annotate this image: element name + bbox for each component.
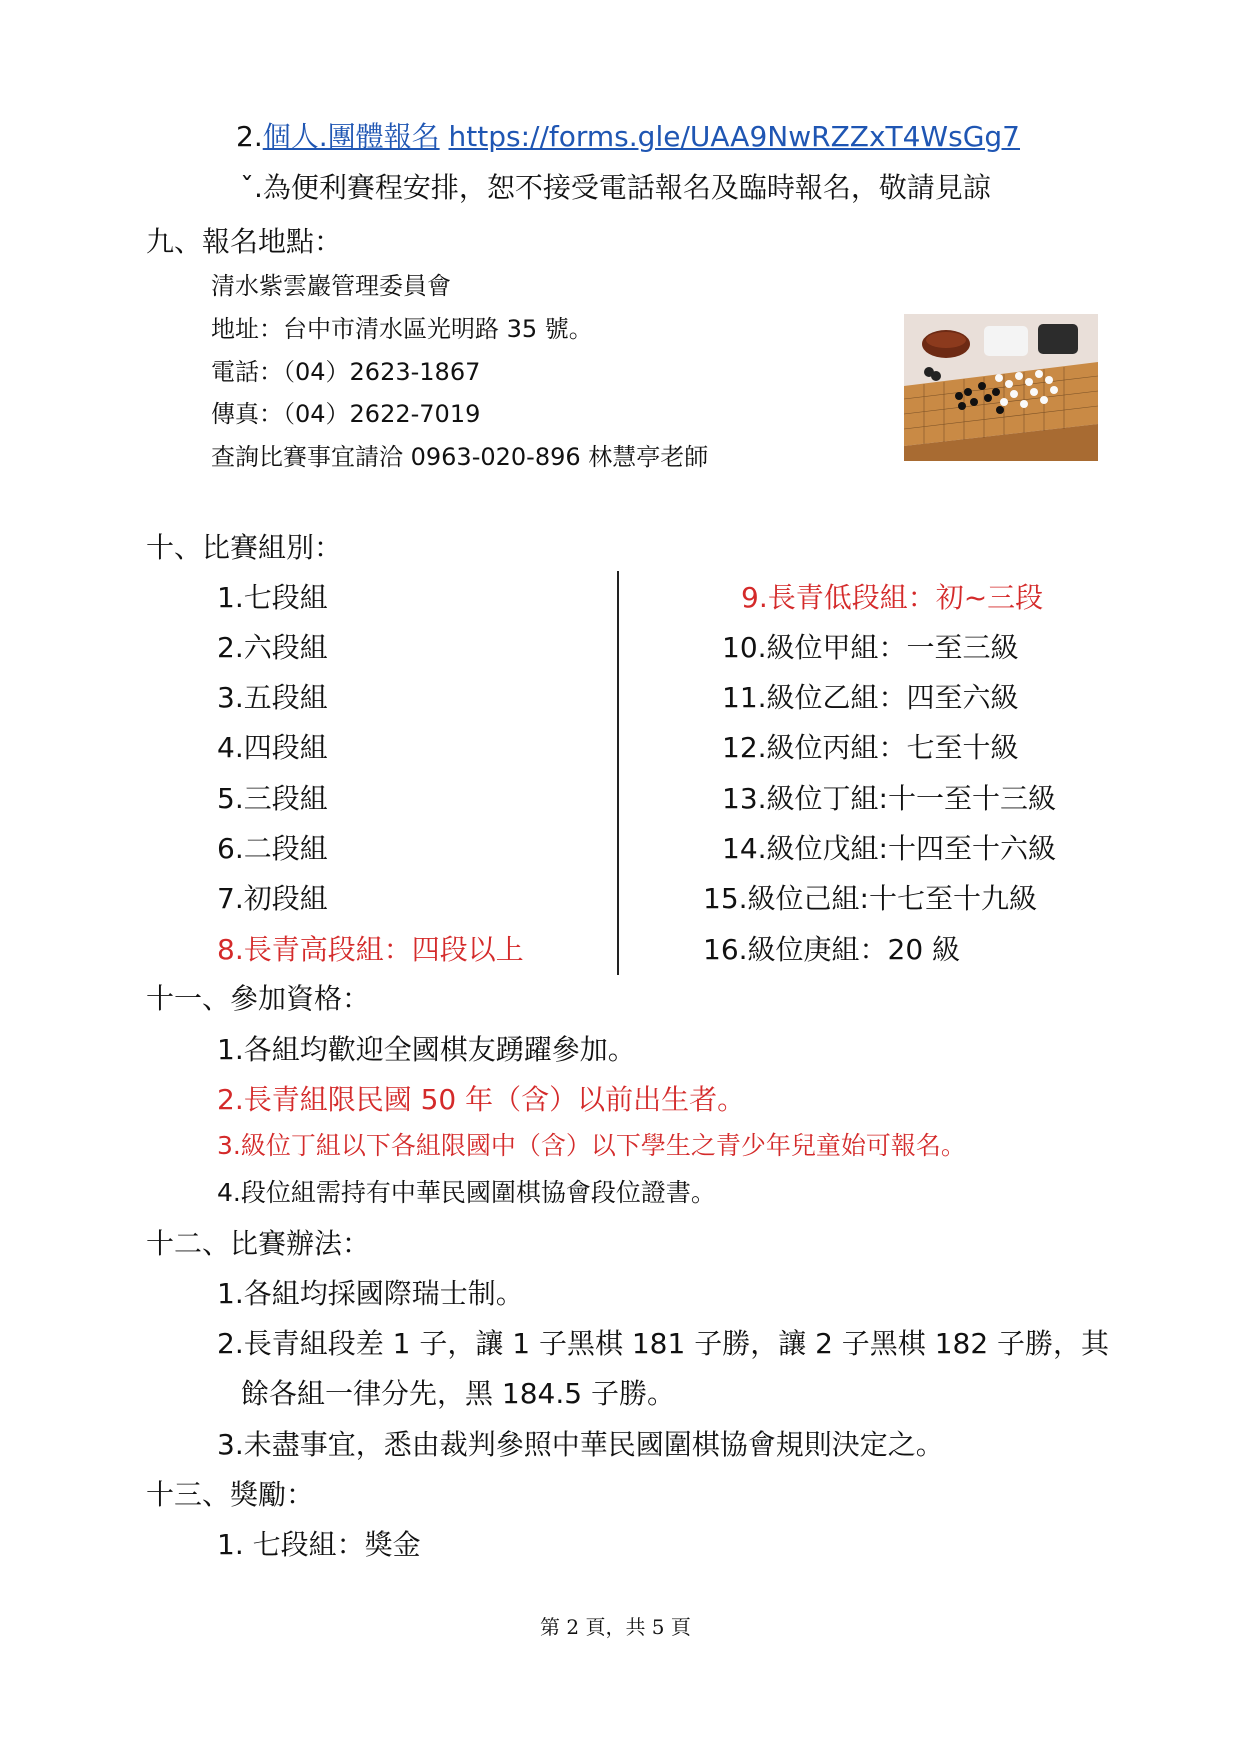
section9-org: 清水紫雲巖管理委員會	[211, 272, 451, 300]
section11-heading: 十一、參加資格：	[146, 982, 371, 1015]
group-left-1: 1.七段組	[217, 581, 328, 614]
rules-2-line1: 2.長青組段差 1 子，讓 1 子黑棋 181 子勝，讓 2 子黑棋 182 子勝，其	[217, 1327, 1110, 1360]
eligibility-3: 3.級位丁組以下各組限國中（含）以下學生之青少年兒童始可報名。	[217, 1131, 966, 1160]
column-divider	[617, 571, 619, 975]
group-right-14: 14.級位戊組:十四至十六級	[722, 832, 1056, 865]
group-right-13: 13.級位丁組:十一至十三級	[722, 782, 1056, 815]
eligibility-4: 4.段位組需持有中華民國圍棋協會段位證書。	[217, 1178, 716, 1207]
section9-fax: 傳真：（04）2622-7019	[211, 400, 481, 428]
group-left-7: 7.初段組	[217, 882, 328, 915]
page-number: 第 2 頁，共 5 頁	[540, 1615, 691, 1639]
group-right-10: 10.級位甲組：一至三級	[722, 631, 1019, 664]
registration-link-line	[236, 120, 1020, 154]
registration-prefix: 2.	[236, 120, 263, 153]
group-right-12: 12.級位丙組：七至十級	[722, 731, 1019, 764]
registration-url-link[interactable]: https://forms.gle/UAA9NwRZZxT4WsGg7	[448, 120, 1020, 153]
group-left-6: 6.二段組	[217, 832, 328, 865]
group-right-9: 9.長青低段組：初~三段	[741, 581, 1044, 614]
group-left-4: 4.四段組	[217, 731, 328, 764]
registration-form-link[interactable]: 個人.團體報名	[262, 120, 440, 153]
section10-heading: 十、比賽組別：	[146, 531, 343, 564]
group-right-11: 11.級位乙組：四至六級	[722, 681, 1019, 714]
rules-2-line2: 餘各組一律分先，黑 184.5 子勝。	[241, 1377, 675, 1410]
group-right-16: 16.級位庚組：20 級	[703, 933, 961, 966]
eligibility-1: 1.各組均歡迎全國棋友踴躍參加。	[217, 1033, 636, 1066]
section9-heading: 九、報名地點：	[146, 225, 343, 258]
rules-3: 3.未盡事宜，悉由裁判參照中華民國圍棋協會規則決定之。	[217, 1428, 944, 1461]
section12-heading: 十二、比賽辦法：	[146, 1227, 371, 1260]
section9-address: 地址：台中市清水區光明路 35 號。	[211, 315, 593, 343]
go-board-photo	[904, 314, 1098, 461]
section9-phone: 電話：（04）2623-1867	[211, 358, 481, 386]
group-left-2: 2.六段組	[217, 631, 328, 664]
eligibility-2: 2.長青組限民國 50 年（含）以前出生者。	[217, 1083, 746, 1116]
registration-notice: ˇ.為便利賽程安排，恕不接受電話報名及臨時報名，敬請見諒	[240, 171, 991, 204]
group-left-5: 5.三段組	[217, 782, 328, 815]
award-1: 1. 七段組：獎金	[217, 1528, 421, 1561]
rules-1: 1.各組均採國際瑞士制。	[217, 1277, 524, 1310]
group-left-3: 3.五段組	[217, 681, 328, 714]
group-left-8: 8.長青高段組：四段以上	[217, 933, 524, 966]
group-right-15: 15.級位己組:十七至十九級	[703, 882, 1037, 915]
section13-heading: 十三、獎勵：	[146, 1478, 315, 1511]
section9-contact: 查詢比賽事宜請洽 0963-020-896 林慧亭老師	[211, 443, 709, 471]
